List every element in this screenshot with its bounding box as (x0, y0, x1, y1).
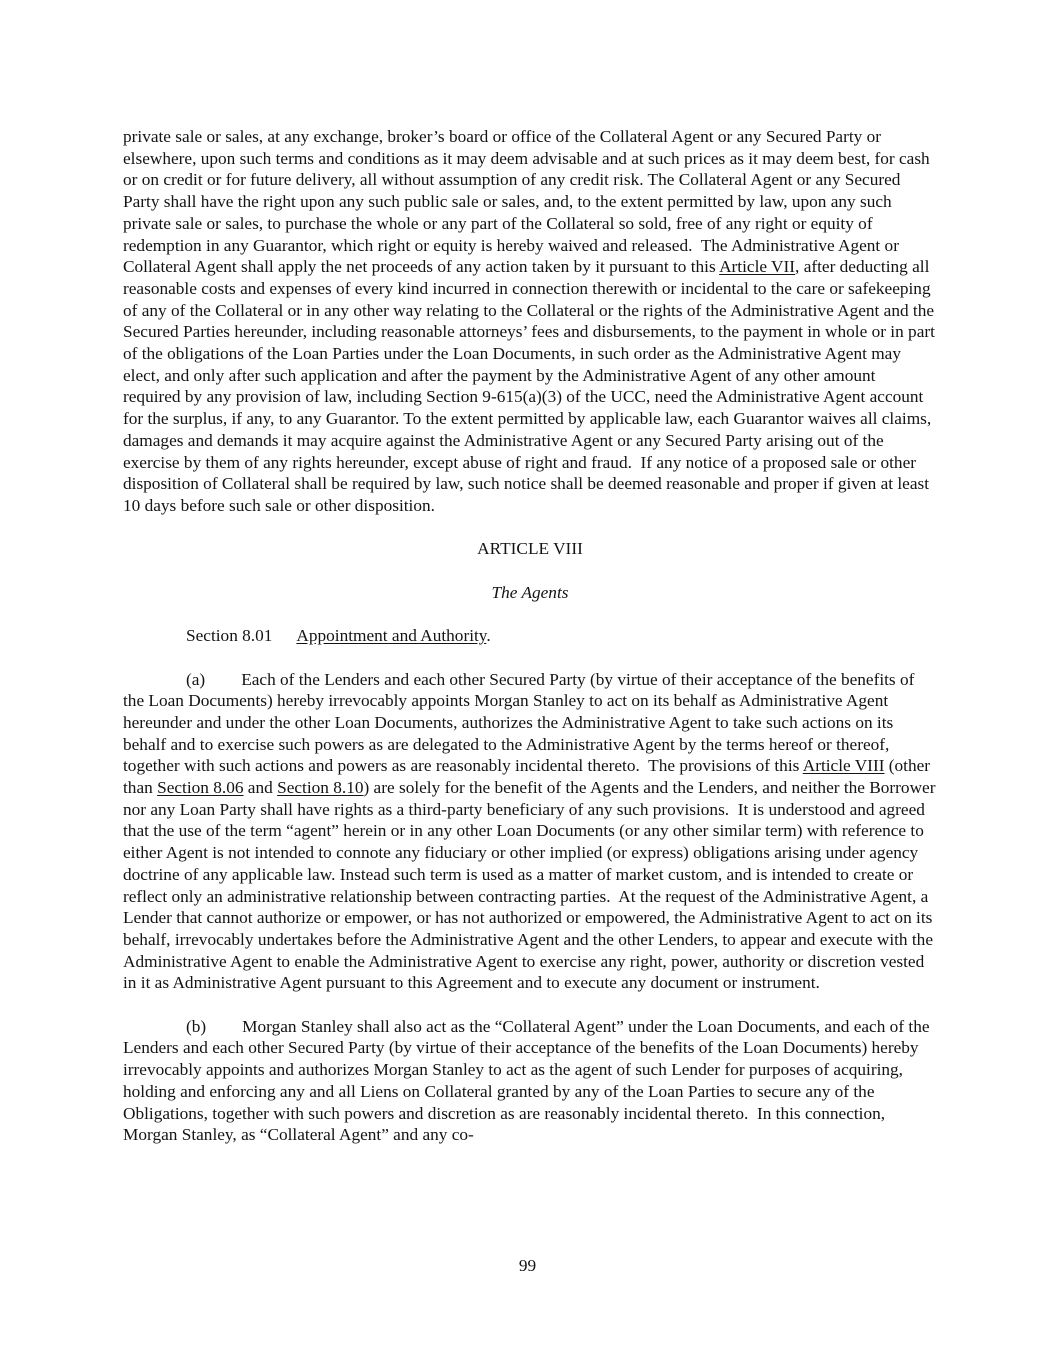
text-run: ARTICLE VIII (477, 539, 583, 559)
article-heading (123, 538, 937, 560)
page-number: 99 (518, 1256, 537, 1275)
text-run: (a) (186, 669, 206, 689)
text-run: The Agents (491, 582, 569, 602)
underlined-text: Section 8.06 (157, 778, 244, 798)
paragraph-b (123, 1016, 937, 1146)
underlined-text: Article VIII (802, 756, 885, 776)
section-8-01-line (123, 625, 937, 647)
text-run: ) are solely for the benefit of the Agents and the Lenders, and neither the Borrower nor any Loan Party shall have rights as a third-party beneficiary of any such provisions. It is understood and agreed that the use of the term “agent” herein or in any other Loan Documents (or any other similar term) with reference to either Agent is not intended to connote any fiduciary or other implied (or express) obligations arising under agency doctrine of any applicable law. Instead such term is used as a matter of market custom, and is intended to create or reflect only an administrative relationship between contracting parties. At the request of the Administrative Agent, a Lender that cannot authorize or empower, or has not authorized or empowered, the Administrative Agent to act on its behalf, irrevocably undertakes before the Administrative Agent and the other Lenders, to appear and execute with the Administrative Agent to enable the Administrative Agent to exercise any right, power, authority or discretion vested in it as Administrative Agent pursuant to this Agreement and to execute any document or instrument. (123, 778, 940, 993)
underlined-text: Section 8.10 (277, 778, 364, 798)
text-run: (other than (123, 756, 935, 798)
text-run: , after deducting all reasonable costs and expenses of every kind incurred in connection therewith or incidental to the care or safekeeping of any of the Collateral or in any other way relating to the Collateral or the rights of the Administrative Agent and the Secured Parties hereunder, including reasonable attorneys’ fees and disbursements, to the payment in whole or in part of the obligations of the Loan Parties under the Loan Documents, in such order as the Administrative Agent may elect, and only after such application and after the payment by the Administrative Agent of any other amount required by any provision of law, including Section 9-615(a)(3) of the UCC, need the Administrative Agent account for the surplus, if any, to any Guarantor. To the extent permitted by applicable law, each Guarantor waives all claims, damages and demands it may acquire against the Administrative Agent or any Secured Party arising out of the exercise by them of any rights hereunder, except abuse of right and fraud. If any notice of a proposed sale or other disposition of Collateral shall be required by law, such notice shall be deemed reasonable and proper if given at least 10 days before such sale or other disposition. (123, 257, 940, 515)
text-run: Section 8.01 (186, 626, 273, 646)
text-run: private sale or sales, at any exchange, broker’s board or office of the Collateral Agent or any Secured Party or elsewhere, upon such terms and conditions as it may deem advisable and at such prices as it may deem best, for cash or on credit or for future delivery, all without assumption of any credit risk. The Collateral Agent or any Secured Party shall have the right upon any such public sale or sales, and, to the extent permitted by law, upon any such private sale or sales, to purchase the whole or any part of the Collateral so sold, free of any right or equity of redemption in any Guarantor, which right or equity is hereby waived and released. The Administrative Agent or Collateral Agent shall apply the net proceeds of any action taken by it pursuant to this (123, 127, 935, 277)
text-run: (b) (186, 1016, 207, 1036)
document-body (123, 126, 940, 1146)
text-run: Morgan Stanley shall also act as the “Collateral Agent” under the Loan Documents, and each of the Lenders and each other Secured Party (by virtue of their acceptance of the benefits of the Loan Documents) hereby irrevocably appoints and authorizes Morgan Stanley to act as the agent of such Lender for purposes of acquiring, holding and enforcing any and all Liens on Collateral granted by any of the Loan Parties to secure any of the Obligations, together with such powers and discretion as are reasonably incidental thereto. In this connection, Morgan Stanley, as “Collateral Agent” and any co- (123, 1016, 934, 1145)
underlined-text: Article VII (719, 257, 796, 277)
article-subheading (123, 582, 937, 604)
underlined-text: Appointment and Authority (296, 626, 487, 646)
text-run: Each of the Lenders and each other Secured Party (by virtue of their acceptance of the benefits of the Loan Documents) hereby irrevocably appoints Morgan Stanley to act on its behalf as Administrative Agent hereunder and under the other Loan Documents, authorizes the Administrative Agent to take such actions on its behalf and to exercise such powers as are delegated to the Administrative Agent by the terms hereof or thereof, together with such actions and powers as are reasonably incidental thereto. The provisions of this (123, 669, 919, 776)
paragraph-collateral-remedies (123, 126, 940, 517)
text-run: and (243, 778, 278, 798)
paragraph-a (123, 669, 940, 995)
text-run: . (486, 626, 491, 646)
